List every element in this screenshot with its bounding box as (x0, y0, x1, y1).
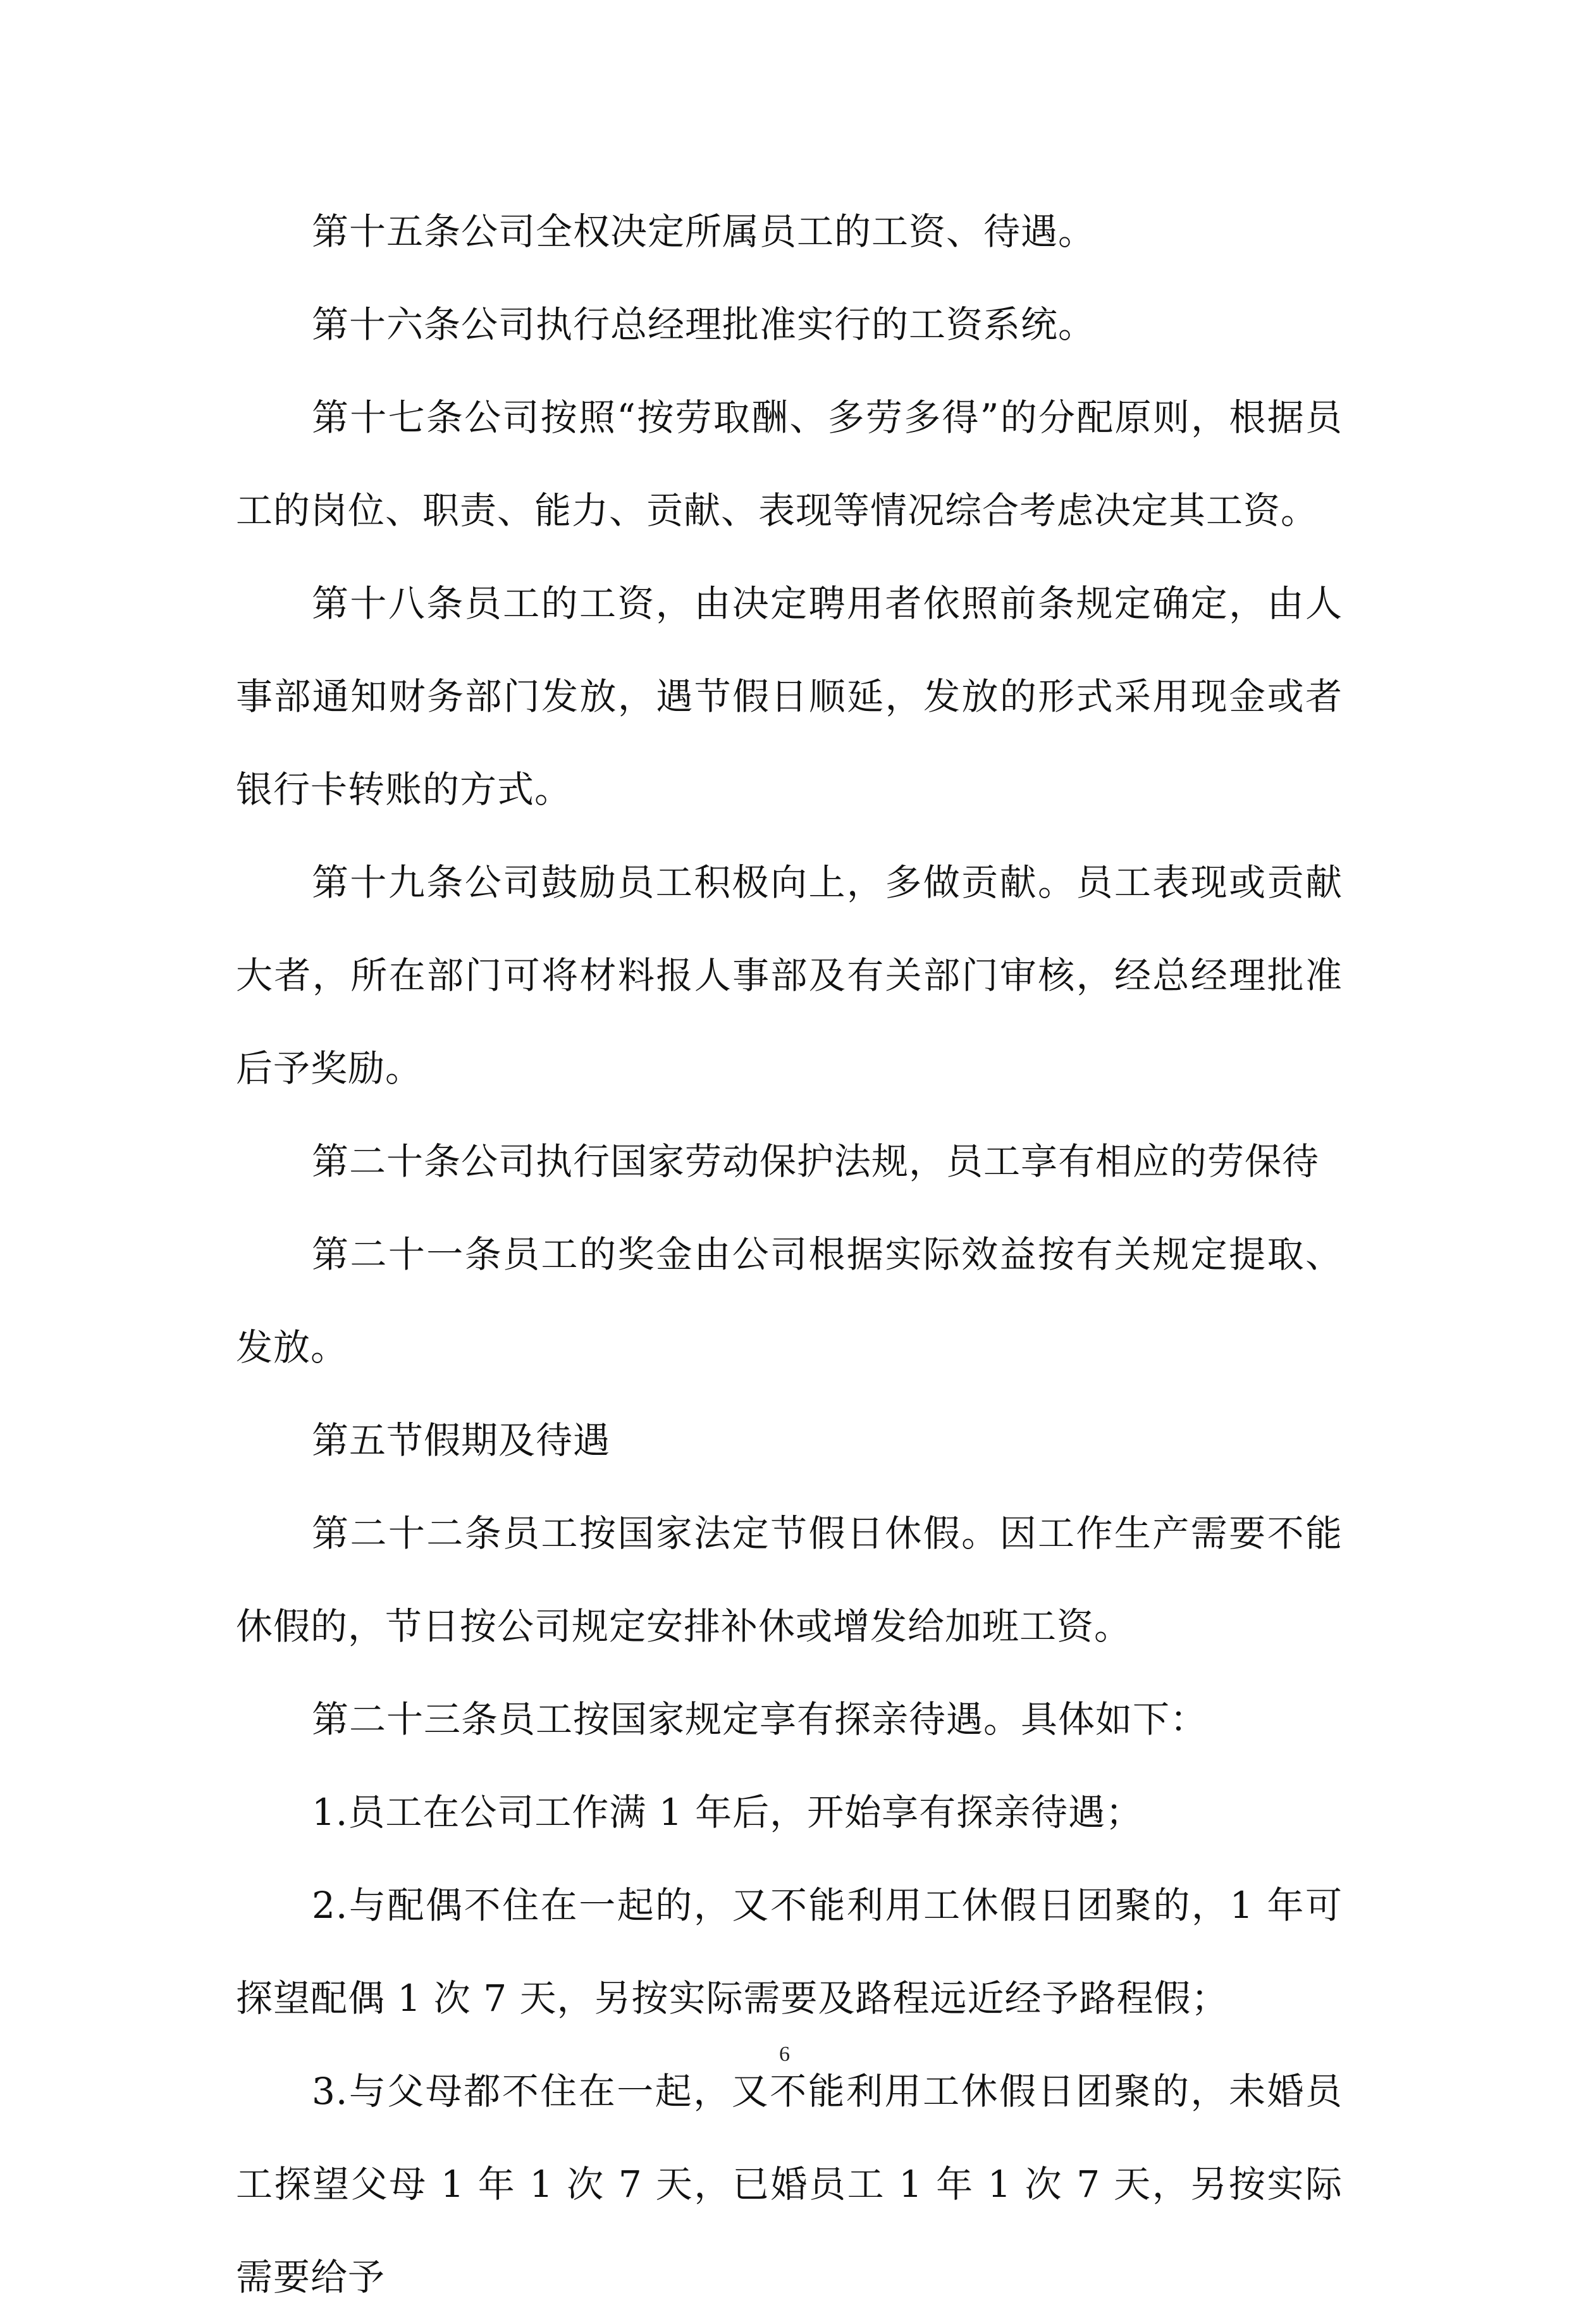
article-23-paragraph: 第二十三条员工按国家规定享有探亲待遇。具体如下： (312, 1698, 1208, 1741)
article-21-paragraph: 第二十一条员工的奖金由公司根据实际效益按有关规定提取、发放。 (236, 1233, 1343, 1369)
section-5-heading: 第五节假期及待遇 (312, 1419, 611, 1462)
article-20-paragraph: 第二十条公司执行国家劳动保护法规，员工享有相应的劳保待 (312, 1140, 1320, 1183)
page-number: 6 (779, 2043, 790, 2066)
article-22-paragraph: 第二十二条员工按国家法定节假日休假。因工作生产需要不能休假的，节日按公司规定安排补休或增发给加班工资。 (236, 1512, 1343, 1648)
article-16-paragraph: 第十六条公司执行总经理批准实行的工资系统。 (312, 303, 1096, 346)
article-19-paragraph: 第十九条公司鼓励员工积极向上，多做贡献。员工表现或贡献大者，所在部门可将材料报人事部及有关部门审核，经总经理批准后予奖励。 (236, 861, 1343, 1090)
body-text (236, 185, 1343, 2324)
list-item-3: 3.与父母都不住在一起，又不能利用工休假日团聚的，未婚员工探望父母 1 年 1 次 7 天，已婚员工 1 年 1 次 7 天，另按实际需要给予 (236, 2070, 1343, 2299)
article-17-paragraph: 第十七条公司按照“按劳取酬、多劳多得”的分配原则，根据员工的岗位、职责、能力、贡献、表现等情况综合考虑决定其工资。 (236, 396, 1343, 532)
article-18-paragraph: 第十八条员工的工资，由决定聘用者依照前条规定确定，由人事部通知财务部门发放，遇节假日顺延，发放的形式采用现金或者银行卡转账的方式。 (236, 582, 1343, 811)
list-item-2: 2.与配偶不住在一起的，又不能利用工休假日团聚的，1 年可探望配偶 1 次 7 天，另按实际需要及路程远近经予路程假； (236, 1884, 1343, 2020)
article-15-paragraph: 第十五条公司全权决定所属员工的工资、待遇。 (312, 210, 1096, 253)
list-item-1: 1.员工在公司工作满 1 年后，开始享有探亲待遇； (312, 1791, 1143, 1834)
